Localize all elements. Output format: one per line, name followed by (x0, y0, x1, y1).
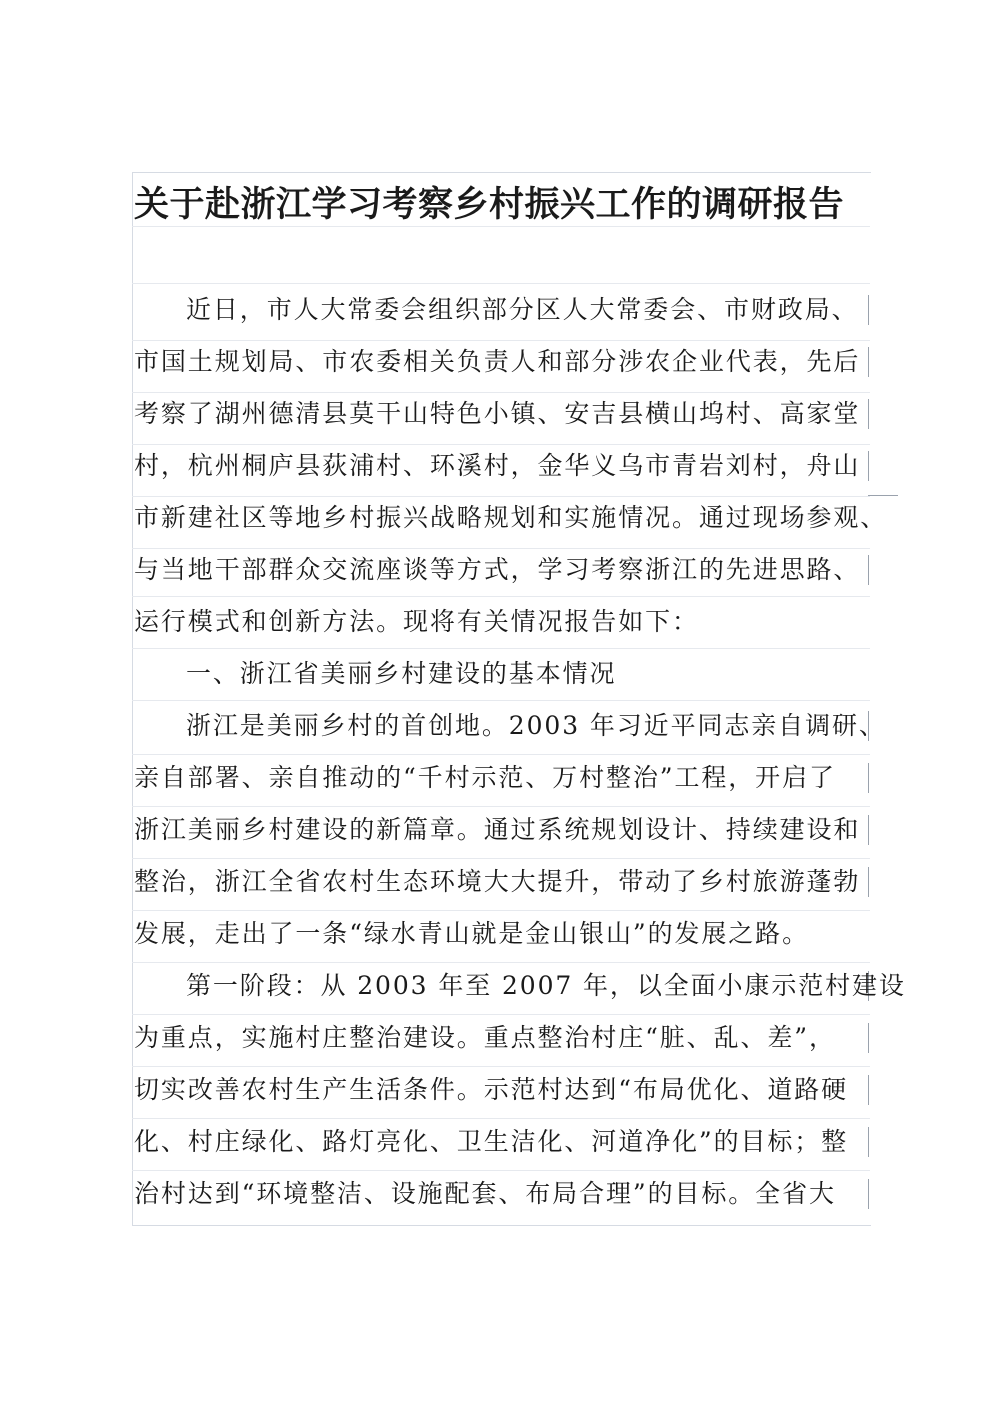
line-rule (132, 648, 870, 649)
paragraph-line: 治村达到“环境整洁、设施配套、布局合理”的目标。全省大 (134, 1179, 836, 1208)
paragraph-line: 市新建社区等地乡村振兴战略规划和实施情况。通过现场参观、 (134, 503, 888, 532)
line-rule (132, 226, 870, 227)
paragraph-line: 为重点，实施村庄整治建设。重点整治村庄“脏、乱、差”， (134, 1023, 836, 1052)
paragraph-line: 切实改善农村生产生活条件。示范村达到“布局优化、道路硬 (134, 1075, 849, 1104)
line-rule (132, 496, 870, 497)
line-rule (132, 1170, 870, 1171)
line-rule (132, 596, 870, 597)
line-rule (132, 340, 870, 341)
line-rule (132, 444, 870, 445)
line-rule (132, 806, 870, 807)
paragraph-line: 村，杭州桐庐县荻浦村、环溪村，金华义乌市青岩刘村，舟山 (134, 451, 861, 480)
line-rule (132, 1014, 870, 1015)
line-rule (132, 910, 870, 911)
paragraph-line: 第一阶段：从 2003 年至 2007 年，以全面小康示范村建设 (186, 971, 906, 1000)
paragraph-line: 考察了湖州德清县莫干山特色小镇、安吉县横山坞村、高家堂 (134, 399, 861, 428)
page-frame (132, 172, 871, 1226)
paragraph-line: 市国土规划局、市农委相关负责人和部分涉农企业代表，先后 (134, 347, 861, 376)
section-heading: 一、浙江省美丽乡村建设的基本情况 (186, 659, 617, 688)
paragraph-line: 与当地干部群众交流座谈等方式，学习考察浙江的先进思路、 (134, 555, 861, 584)
paragraph-line: 亲自部署、亲自推动的“千村示范、万村整治”工程，开启了 (134, 763, 836, 792)
line-rule (132, 700, 870, 701)
paragraph-line: 浙江美丽乡村建设的新篇章。通过系统规划设计、持续建设和 (134, 815, 861, 844)
line-rule (132, 1066, 870, 1067)
paragraph-line: 运行模式和创新方法。现将有关情况报告如下： (134, 607, 699, 636)
paragraph-line: 浙江是美丽乡村的首创地。2003 年习近平同志亲自调研、 (186, 711, 886, 740)
paragraph-line: 近日，市人大常委会组织部分区人大常委会、市财政局、 (186, 295, 859, 324)
paragraph-line: 化、村庄绿化、路灯亮化、卫生洁化、河道净化”的目标；整 (134, 1127, 849, 1156)
paragraph-line: 发展，走出了一条“绿水青山就是金山银山”的发展之路。 (134, 919, 809, 948)
line-rule (132, 1118, 870, 1119)
document-title: 关于赴浙江学习考察乡村振兴工作的调研报告 (134, 184, 845, 225)
line-rule (132, 754, 870, 755)
paragraph-line: 整治，浙江全省农村生态环境大大提升，带动了乡村旅游蓬勃 (134, 867, 861, 896)
line-rule (132, 962, 870, 963)
line-rule (132, 858, 870, 859)
line-rule (132, 283, 870, 284)
line-rule (132, 548, 870, 549)
margin-corner-mark (868, 495, 898, 496)
line-rule (132, 392, 870, 393)
